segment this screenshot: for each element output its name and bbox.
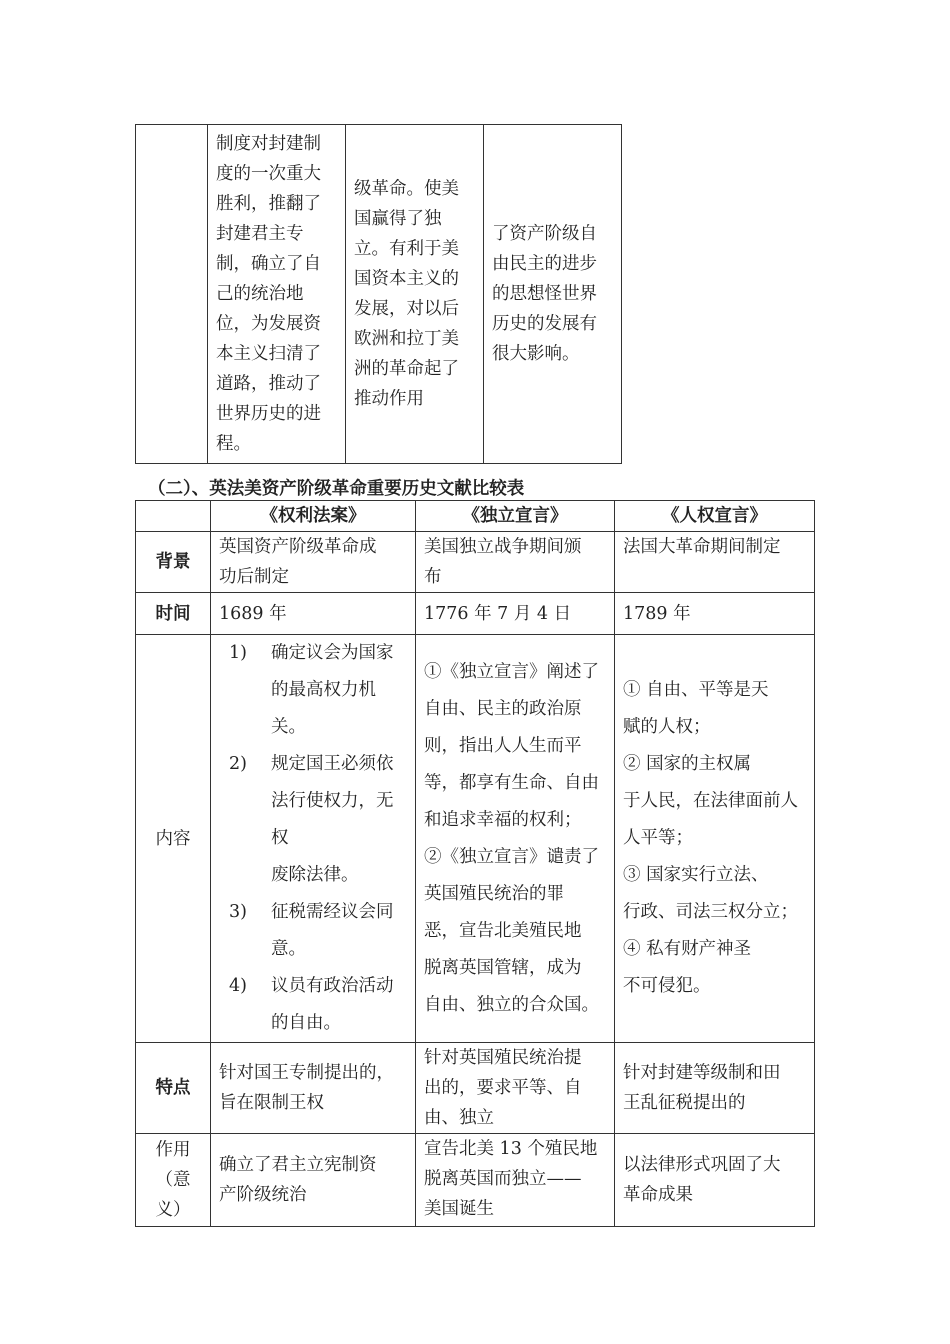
cell-feature-independence xyxy=(416,1043,615,1134)
row-label-feature: 特点 xyxy=(136,1043,211,1134)
list-number: 2) xyxy=(229,754,247,774)
cell-text: 宣告北美 13 个殖民地 脱离英国而独立—— 美国诞生 xyxy=(424,1139,598,1219)
cell-content-rights xyxy=(615,635,815,1043)
upper-table-cell-french xyxy=(484,125,622,464)
list-item xyxy=(219,894,407,968)
cell-background-independence xyxy=(416,532,615,593)
section-heading: （二）、英法美资产阶级革命重要历史文献比较表 xyxy=(148,479,525,499)
documents-comparison-table xyxy=(135,500,815,1227)
cell-time-rights: 1789 年 xyxy=(615,593,815,635)
cell-content-independence xyxy=(416,635,615,1043)
american-revolution-significance: 级革命。使美 国赢得了独 立。有利于美 国资本主义的 发展，对以后 欧洲和拉丁美 洲的革命起了 推动作用 xyxy=(354,179,459,409)
header-declaration-of-rights-of-man: 《人权宣言》 xyxy=(615,501,815,532)
cell-effect-independence xyxy=(416,1134,615,1227)
cell-background-bill xyxy=(211,532,416,593)
cell-text: 以法律形式巩固了大 革命成果 xyxy=(623,1155,781,1205)
table-row-background xyxy=(136,532,815,593)
bill-of-rights-list xyxy=(219,635,407,1042)
cell-time-bill: 1689 年 xyxy=(211,593,416,635)
list-number: 4) xyxy=(229,976,247,996)
table-row-content xyxy=(136,635,815,1043)
list-text: 确定议会为国家 的最高权力机关。 xyxy=(271,643,394,737)
upper-table-cell-english xyxy=(208,125,346,464)
upper-table-blank-cell xyxy=(136,125,208,464)
list-number: 3) xyxy=(229,902,247,922)
cell-text: 针对英国殖民统治提 出的，要求平等、自 由、独立 xyxy=(424,1048,582,1128)
cell-text: 英国资产阶级革命成 功后制定 xyxy=(219,537,377,587)
list-text: 规定国王必须依 法行使权力，无权 废除法律。 xyxy=(271,754,394,885)
table-row-feature xyxy=(136,1043,815,1134)
list-text: 征税需经议会同 意。 xyxy=(271,902,394,959)
list-item xyxy=(219,635,407,746)
cell-text: 针对封建等级制和田 王乱征税提出的 xyxy=(623,1063,781,1113)
list-item xyxy=(219,746,407,894)
cell-text: 针对国王专制提出的， 旨在限制王权 xyxy=(219,1063,394,1113)
cell-feature-rights xyxy=(615,1043,815,1134)
cell-text: 美国独立战争期间颁 布 xyxy=(424,537,582,587)
row-label-effect xyxy=(136,1134,211,1227)
french-revolution-significance: 了资产阶级自 由民主的进步 的思想怪世界 历史的发展有 很大影响。 xyxy=(492,224,597,364)
table-row-time xyxy=(136,593,815,635)
cell-background-rights xyxy=(615,532,815,593)
cell-text: 法国大革命期间制定 xyxy=(623,537,781,557)
table-header-row xyxy=(136,501,815,532)
row-label-time: 时间 xyxy=(136,593,211,635)
header-bill-of-rights: 《权利法案》 xyxy=(211,501,416,532)
cell-text: 作用 （意 义） xyxy=(155,1140,191,1220)
row-label-background: 背景 xyxy=(136,532,211,593)
upper-table xyxy=(135,124,622,464)
cell-feature-bill xyxy=(211,1043,416,1134)
cell-text: ① 自由、平等是天 赋的人权； ② 国家的主权属 于人民，在法律面前人 人平等； ③ 国家实行立法、 行政、司法三权分立； ④ 私有财产神圣 不可侵犯。 xyxy=(623,680,798,996)
cell-content-bill xyxy=(211,635,416,1043)
upper-table-cell-american xyxy=(346,125,484,464)
list-text: 议员有政治活动 的自由。 xyxy=(271,976,394,1033)
english-revolution-significance: 制度对封建制 度的一次重大 胜利，推翻了 封建君主专 制，确立了自 己的统治地 位，为发展资 本主义扫清了 道路，推动了 世界历史的进 程。 xyxy=(216,134,321,454)
header-declaration-of-independence: 《独立宣言》 xyxy=(416,501,615,532)
header-blank-cell xyxy=(136,501,211,532)
list-item xyxy=(219,968,407,1042)
cell-effect-rights xyxy=(615,1134,815,1227)
list-number: 1) xyxy=(229,643,247,663)
cell-effect-bill xyxy=(211,1134,416,1227)
cell-time-independence: 1776 年 7 月 4 日 xyxy=(416,593,615,635)
table-row-effect xyxy=(136,1134,815,1227)
row-label-content: 内容 xyxy=(136,635,211,1043)
cell-text: 确立了君主立宪制资 产阶级统治 xyxy=(219,1155,377,1205)
cell-text: ①《独立宣言》阐述了 自由、民主的政治原 则，指出人人生而平 等，都享有生命、自由 和追求幸福的权利； ②《独立宣言》谴责了 英国殖民统治的罪 恶，宣告北美殖民地 脱离英国管辖，成为 自由、独立的合众国。 xyxy=(424,661,599,1015)
